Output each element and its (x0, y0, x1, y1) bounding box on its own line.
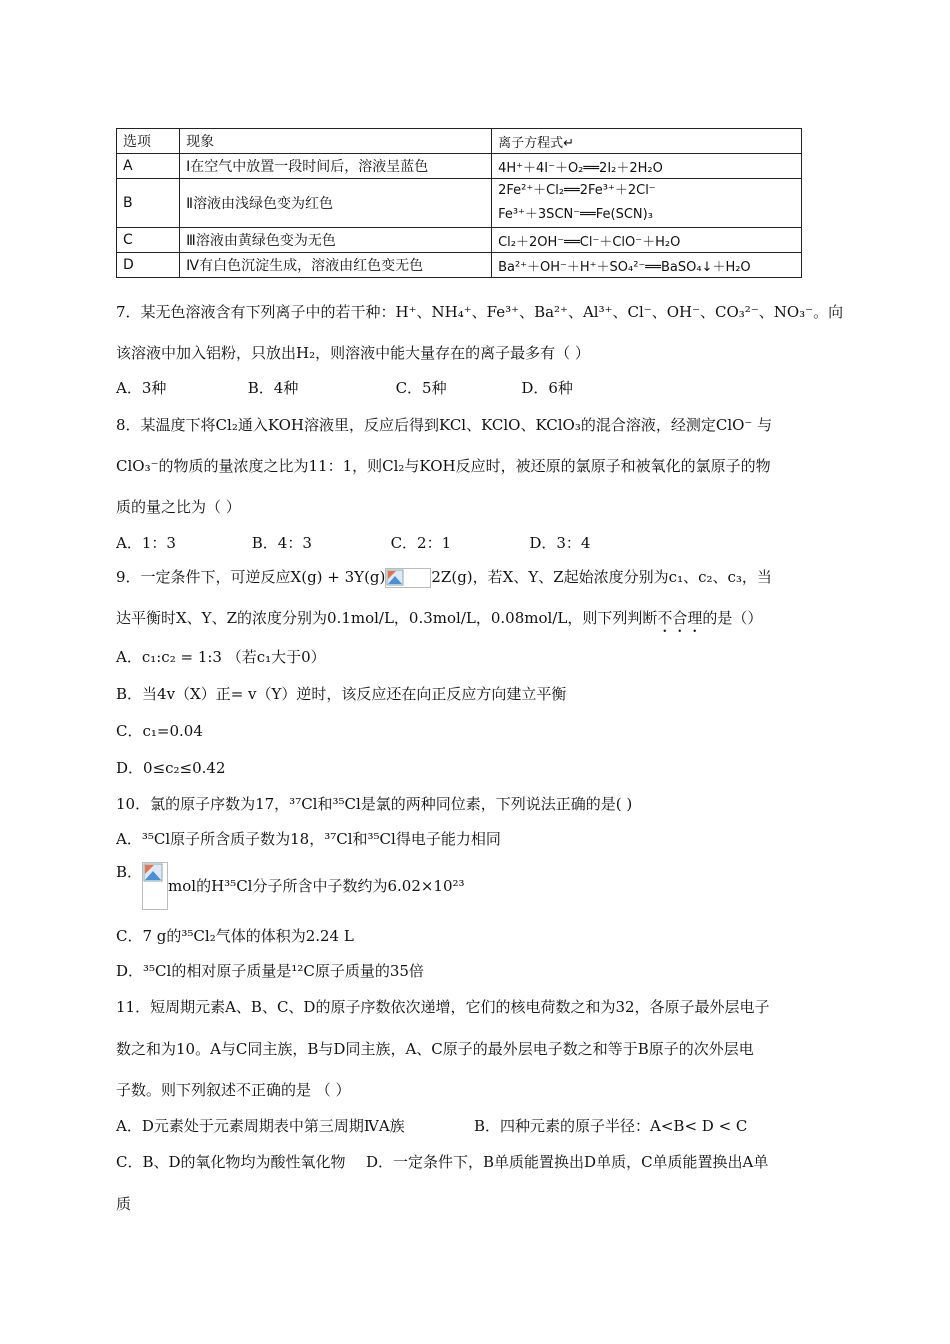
question-9-option-b: B．当4v（X）正= v（Y）逆时，该反应还在向正反应方向建立平衡 (116, 685, 567, 703)
equation-line: Fe³⁺＋3SCN⁻══Fe(SCN)₃ (498, 207, 653, 222)
option-d: D．一定条件下，B单质能置换出D单质，C单质能置换出A单 (366, 1153, 769, 1171)
option-d: D．6种 (521, 379, 573, 397)
q9-text-a: 9．一定条件下，可逆反应X(g) + 3Y(g) (116, 568, 386, 586)
question-9-option-d: D．0≤c₂≤0.42 (116, 759, 226, 777)
table-cell-equation: Ba²⁺＋OH⁻＋H⁺＋SO₄²⁻══BaSO₄↓＋H₂O (492, 253, 802, 278)
table-row (117, 253, 802, 278)
table-cell-equation: 4H⁺＋4I⁻＋O₂══2I₂＋2H₂O (492, 154, 802, 179)
table-header-cell: 现象 (180, 129, 492, 154)
option-c: C．B、D的氧化物均为酸性氧化物 (116, 1153, 346, 1171)
table-cell-phenomenon: Ⅲ溶液由黄绿色变为无色 (180, 228, 492, 253)
table-cell-equation (492, 179, 802, 228)
question-8-line-3: 质的量之比为（ ） (116, 498, 241, 516)
question-11-line-3: 子数。则下列叙述不正确的是 （ ） (116, 1081, 351, 1099)
q9-text-b: 2Z(g)，若X、Y、Z起始浓度分别为c₁、c₂、c₃，当 (431, 568, 772, 586)
table-cell-option: D (117, 253, 180, 278)
question-8-line-2: ClO₃⁻的物质的量浓度之比为11：1，则Cl₂与KOH反应时，被还原的氯原子和被氧化的氯原子的物 (116, 457, 771, 475)
equilibrium-arrow-image-icon (385, 568, 431, 588)
table-cell-phenomenon: Ⅳ有白色沉淀生成，溶液由红色变无色 (180, 253, 492, 278)
question-7-line-1: 7．某无色溶液含有下列离子中的若干种：H⁺、NH₄⁺、Fe³⁺、Ba²⁺、Al³⁺、Cl⁻、OH⁻、CO₃²⁻、NO₃⁻。向 (116, 303, 844, 321)
options-table (116, 128, 802, 278)
q9-text: 的是（） (702, 609, 763, 627)
table-header-cell: 离子方程式↵ (492, 129, 802, 154)
table-header-row (117, 129, 802, 154)
table-cell-phenomenon: Ⅱ溶液由浅绿色变为红色 (180, 179, 492, 228)
option-d: D．3：4 (529, 534, 591, 552)
equation-line: 2Fe²⁺＋Cl₂══2Fe³⁺＋2Cl⁻ (498, 183, 656, 198)
table-cell-equation: Cl₂＋2OH⁻══Cl⁻＋ClO⁻＋H₂O (492, 228, 802, 253)
table-cell-phenomenon: Ⅰ在空气中放置一段时间后，溶液呈蓝色 (180, 154, 492, 179)
question-9-line-1 (116, 567, 772, 588)
question-10-option-d: D．³⁵Cl的相对原子质量是¹²C原子质量的35倍 (116, 962, 424, 980)
question-10-option-c: C．7 g的³⁵Cl₂气体的体积为2.24 L (116, 927, 354, 945)
question-7-line-2: 该溶液中加入铝粉，只放出H₂，则溶液中能大量存在的离子最多有（ ） (116, 344, 590, 362)
option-b: B．四种元素的原子半径：A<B< D < C (474, 1117, 748, 1135)
question-11-options-cd (116, 1152, 768, 1172)
table-cell-option: B (117, 179, 180, 228)
question-10-option-a: A．³⁵Cl原子所含质子数为18，³⁷Cl和³⁵Cl得电子能力相同 (116, 830, 501, 848)
question-8-options (116, 533, 590, 553)
question-7-options (116, 378, 573, 398)
table-header-cell: 选项 (117, 129, 180, 154)
emphasis-text: 不合理 (657, 609, 703, 627)
table-row (117, 154, 802, 179)
question-8-line-1: 8．某温度下将Cl₂通入KOH溶液里，反应后得到KCl、KClO、KClO₃的混合溶液，经测定ClO⁻ 与 (116, 416, 773, 434)
question-10-line-1: 10．氯的原子序数为17，³⁷Cl和³⁵Cl是氯的两种同位素，下列说法正确的是( ) (116, 795, 633, 813)
question-11-line-2: 数之和为10。A与C同主族，B与D同主族，A、C原子的最外层电子数之和等于B原子的次外层电 (116, 1040, 754, 1058)
table-row (117, 228, 802, 253)
option-a: A．D元素处于元素周期表中第三周期ⅣA族 (116, 1117, 405, 1135)
question-11-line-1: 11．短周期元素A、B、C、D的原子序数依次递增，它们的核电荷数之和为32，各原子最外层电子 (116, 998, 770, 1016)
question-10-option-b (116, 862, 465, 910)
option-c: C．2：1 (390, 534, 452, 552)
question-9-line-2 (116, 608, 762, 636)
option-c: C．5种 (395, 379, 447, 397)
q9-text: 达平衡时X、Y、Z的浓度分别为0.1mol/L，0.3mol/L，0.08mol/L，则下列判断 (116, 609, 658, 627)
option-b: B．4：3 (251, 534, 312, 552)
table-cell-option: A (117, 154, 180, 179)
table-cell-option: C (117, 228, 180, 253)
option-label: B． (116, 863, 143, 881)
question-9-option-a: A．c₁:c₂ = 1:3 （若c₁大于0） (116, 648, 326, 666)
option-a: A．3种 (116, 379, 167, 397)
question-9-option-c: C．c₁=0.04 (116, 722, 203, 740)
option-text: mol的H³⁵Cl分子所含中子数约为6.02×10²³ (168, 877, 465, 895)
table-row (117, 179, 802, 228)
option-a: A．1：3 (116, 534, 176, 552)
question-11-options-ab (116, 1116, 747, 1136)
option-b: B．4种 (247, 379, 299, 397)
question-11-option-d-cont: 质 (116, 1195, 132, 1213)
fraction-image-icon (142, 862, 168, 910)
